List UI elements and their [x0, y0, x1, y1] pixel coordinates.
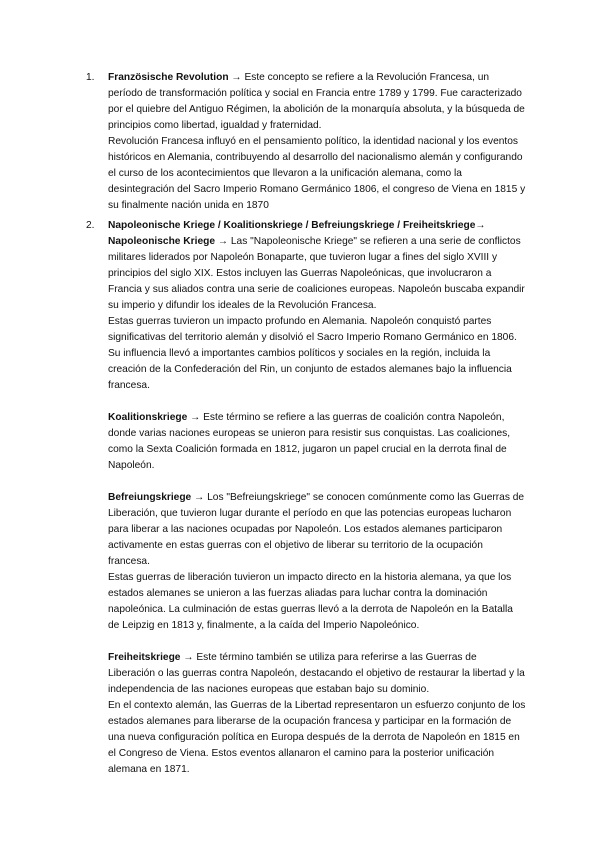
- arrow: →: [183, 652, 194, 663]
- term-heading: Französische Revolution: [108, 72, 229, 83]
- arrow: →: [194, 492, 205, 503]
- paragraph-text: Los "Befreiungskriege" se conocen comúnmente como las Guerras de Liberación, que tuvieron lugar durante el período en que las potencias europeas lucharon para liberar a las naciones ocupadas por Napoleón. Los estados alemanes participaron activamente en estas guerras con el objetivo de liberar su territorio de la ocupación francesa.: [108, 492, 525, 567]
- paragraph: [108, 410, 526, 474]
- list-item-body: [108, 70, 526, 214]
- paragraph: [108, 70, 526, 134]
- term-heading: Freiheitskriege: [108, 652, 181, 663]
- list-item-2: [86, 218, 526, 778]
- arrow: →: [231, 72, 242, 83]
- paragraph-text: Este término también se utiliza para referirse a las Guerras de Liberación o las guerras contra Napoleón, destacando el objetivo de restaurar la libertad y la independencia de las naciones europeas que estaban bajo su dominio.: [108, 652, 525, 695]
- paragraph: Estas guerras tuvieron un impacto profundo en Alemania. Napoleón conquistó partes significativas del territorio alemán y disolvió el Sacro Imperio Romano Germánico en 1806. Su influencia llevó a importantes cambios políticos y sociales en la región, incluida la creación de la Confederación del Rin, un conjunto de estados alemanes bajo la influencia francesa.: [108, 316, 517, 391]
- paragraph: Revolución Francesa influyó en el pensamiento político, la identidad nacional y los eventos históricos en Alemania, contribuyendo al desarrollo del nacionalismo alemán y configurando el curso de los acontecimientos que llevaron a la unificación alemana, como la desintegración del Sacro Imperio Romano Germánico 1806, el congreso de Viena en 1815 y su finalmente nación unida en 1870: [108, 136, 526, 211]
- arrow: →: [217, 236, 229, 247]
- list-number: 2.: [86, 220, 95, 231]
- paragraph: [108, 650, 526, 698]
- arrow: →: [190, 412, 201, 423]
- paragraph: En el contexto alemán, las Guerras de la Libertad representaron un esfuerzo conjunto de los estados alemanes para liberarse de la ocupación francesa y participar en la formación de una nueva configuración política en Europa después de la derrota de Napoleón en 1815 en el Congreso de Viena. Estos eventos allanaron el camino para la posterior unificación alemana en 1871.: [108, 700, 526, 775]
- section-heading: Napoleonische Kriege / Koalitionskriege / Befreiungskriege / Freiheitskriege→: [108, 220, 486, 231]
- paragraph-text: Este concepto se refiere a la Revolución Francesa, un período de transformación política y social en Francia entre 1789 y 1799. Fue caracterizado por el quiebre del Antiguo Régimen, la abolición de la monarquía absoluta, y la búsqueda de principios como libertad, igualdad y fraternidad.: [108, 72, 525, 131]
- paragraph-text: Este término se refiere a las guerras de coalición contra Napoleón, donde varias naciones europeas se unieron para resistir sus conquistas. Las coaliciones, como la Sexta Coalición formada en 1812, jugaron un papel crucial en la derrota final de Napoleón.: [108, 412, 511, 471]
- paragraph-text: Las "Napoleonische Kriege" se refieren a una serie de conflictos militares liderados por Napoleón Bonaparte, que tuvieron lugar a fines del siglo XVIII y principios del siglo XIX. Estos incluyen las Guerras Napoleónicas, que involucraron a Francia y sus aliados contra una serie de coaliciones europeas. Napoleón buscaba expandir su imperio y difundir los ideales de la Revolución Francesa.: [108, 236, 525, 311]
- paragraph: Estas guerras de liberación tuvieron un impacto directo en la historia alemana, ya que los estados alemanes se unieron a las fuerzas aliadas para luchar contra la dominación napoleónica. La culminación de estas guerras llevó a la derrota de Napoleón en la Batalla de Leipzig en 1813 y, finalmente, a la caída del Imperio Napoleónico.: [108, 572, 513, 631]
- paragraph: [108, 490, 526, 570]
- paragraph: [108, 234, 526, 314]
- list-item-body: [108, 218, 526, 778]
- term-heading: Napoleonische Kriege: [108, 236, 215, 247]
- list-number: 1.: [86, 72, 95, 83]
- list-item-1: [86, 70, 526, 214]
- term-heading: Koalitionskriege: [108, 412, 188, 423]
- term-heading: Befreiungskriege: [108, 492, 192, 503]
